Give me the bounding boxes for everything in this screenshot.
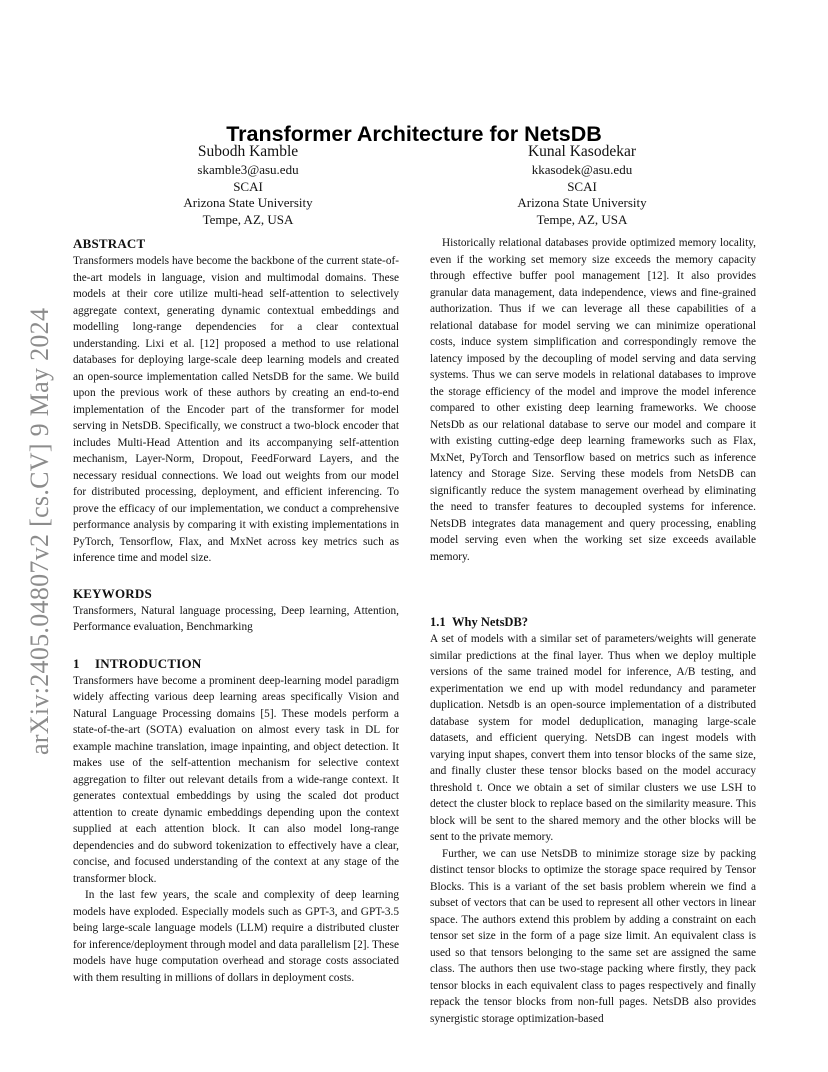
section-title: INTRODUCTION bbox=[95, 655, 202, 671]
author-email: kkasodek@asu.edu bbox=[531, 162, 633, 177]
section-number: 1 bbox=[73, 655, 80, 671]
intro-paragraph-3: Historically relational databases provide optimized memory locality, even if the working set memory size exceeds the memory capacity through effective buffer pool management [12]. It also provides granular data management, data independence, views and fine-grained authorization. Thus if we can leverage all these capabilities of a relational database for model serving we can minimize operational costs, induce system simplification and correspondingly remove the latency imposed by the decoupling of model serving and data serving systems. Thus we can serve models in relational databases to improve the storage efficiency of the model and improve the model inference compared to other existing deep learning frameworks. We choose NetsDb as our relational database to serve our model and compare it with existing cutting-edge deep learning frameworks such as Flax, MxNet, PyTorch and Tensorflow based on metrics such as inference latency and Storage Size. Serving these models from NetsDB can significantly reduce the system management overhead by eliminating the need to transfer features to decoupled systems for inference. NetsDB integrates data management and query processing, enabling model serving even when the working set size exceeds available memory. bbox=[430, 237, 756, 563]
author-email: skamble3@asu.edu bbox=[197, 162, 299, 177]
arxiv-identifier: arXiv:2405.04807v2 [cs.CV] 9 May 2024 bbox=[25, 307, 54, 755]
author-block-1 bbox=[168, 142, 328, 228]
why-paragraph-2: Further, we can use NetsDB to minimize storage size by packing distinct tensor blocks to optimize the storage space required by Tensor Blocks. This is a variant of the set basis problem wherein we find a subset of vectors that can be used to represent all other vectors in linear space. The authors extend this problem by adding a constraint on each tensor set size in the form of a page size limit. An equivalent class is used so that tensors belonging to the same set are assigned the same class. The authors then use two-stage packing where firstly, they pack tensor blocks in each equivalent class to pages respectively and finally repack the tensor blocks from non-full pages. NetsDB also provides synergistic storage optimization-based bbox=[430, 847, 756, 1025]
subsection-title: Why NetsDB? bbox=[452, 615, 529, 629]
author-location: Tempe, AZ, USA bbox=[536, 211, 628, 227]
author-location: Tempe, AZ, USA bbox=[202, 211, 294, 227]
keywords-text: Transformers, Natural language processing, Deep learning, Attention, Performance evaluation, Benchmarking bbox=[73, 604, 399, 633]
why-netsdb-heading bbox=[430, 613, 756, 631]
right-column bbox=[430, 235, 756, 1027]
paper-title: Transformer Architecture for NetsDB bbox=[226, 122, 602, 147]
intro-paragraph-2: In the last few years, the scale and complexity of deep learning models have exploded. Especially models such as GPT-3, and GPT-3.5 being large-scale language models (LLM) require a distributed cluster for inference/deployment through model and data parallelism [2]. These models have huge computation overhead and storage costs associated with them resulting in millions of dollars in deployment costs. bbox=[73, 889, 399, 984]
author-dept: SCAI bbox=[567, 178, 597, 194]
author-name: Kunal Kasodekar bbox=[527, 143, 637, 160]
author-block-2 bbox=[502, 142, 662, 228]
keywords-heading: KEYWORDS bbox=[73, 585, 152, 601]
subsection-number: 1.1 bbox=[430, 615, 446, 629]
author-affiliation: Arizona State University bbox=[183, 195, 313, 210]
author-affiliation: Arizona State University bbox=[517, 195, 647, 210]
introduction-heading bbox=[73, 655, 399, 673]
why-paragraph-1: A set of models with a similar set of parameters/weights will generate similar predictions at the final layer. Thus when we deploy multiple versions of the same trained model for inference, A/B testing, and experimentation we end up with model redundancy and parameter duplication. Netsdb is an open-source implementation of a distributed database system for model deduplication, managing large-scale datasets, and efficient querying. NetsDB can ingest models with varying input shapes, convert them into tensor blocks of the same size, and finally cluster these tensor blocks based on the model accuracy threshold t. Once we obtain a set of similar clusters we use LSH to detect the cluster block to replace based on the similarity measure. This block will be sent to the shared memory and the other blocks will be sent to the private memory. bbox=[430, 633, 756, 843]
left-column bbox=[73, 235, 399, 986]
abstract-text: Transformers models have become the backbone of the current state-of-the-art models in language, vision and multimodal domains. These models at their core utilize multi-head self-attention to selectively aggregate context, generating dynamic contextual embeddings and modelling long-range dependencies for a clear contextual understanding. Lixi et al. [12] proposed a method to use relational databases for deploying large-scale deep learning models and created an open-source implementation called NetsDB for the same. We build upon the previous work of these authors by creating an end-to-end implementation of the Encoder part of the transformer for model serving in NetsDB. Specifically, we construct a two-block encoder that includes Multi-Head Attention and its accompanying self-attention mechanism, Layer-Norm, Dropout, FeedForward Layers, and the necessary residual connections. We load out weights from our model for distributed processing, deployment, and efficient inferencing. To prove the efficacy of our implementation, we conduct a comprehensive performance analysis by comparing it with existing implementations in PyTorch, Tensorflow, Flax, and MxNet across key metrics such as inference time and model size. bbox=[73, 255, 399, 564]
intro-paragraph-1: Transformers have become a prominent deep-learning model paradigm widely affecting various deep learning areas specifically Vision and Natural Language Processing domains [5]. These models perform a state-of-the-art (SOTA) evaluation on almost every task in DL for example machine translation, image inpainting, and object detection. It makes use of the self-attention mechanism for selective context aggregation to filter out relevant details from a wide-range context. It generates contextual embeddings by using the scaled dot product attention to create dynamic embeddings depending upon the context supplied at each attention block. It can also model long-range dependencies and do subword tokenization to effectively have a clear, concise, and focused understanding of the context at any stage of the transformer block. bbox=[73, 674, 399, 885]
author-name: Subodh Kamble bbox=[197, 143, 299, 160]
author-dept: SCAI bbox=[233, 178, 263, 194]
abstract-heading: ABSTRACT bbox=[73, 236, 146, 251]
